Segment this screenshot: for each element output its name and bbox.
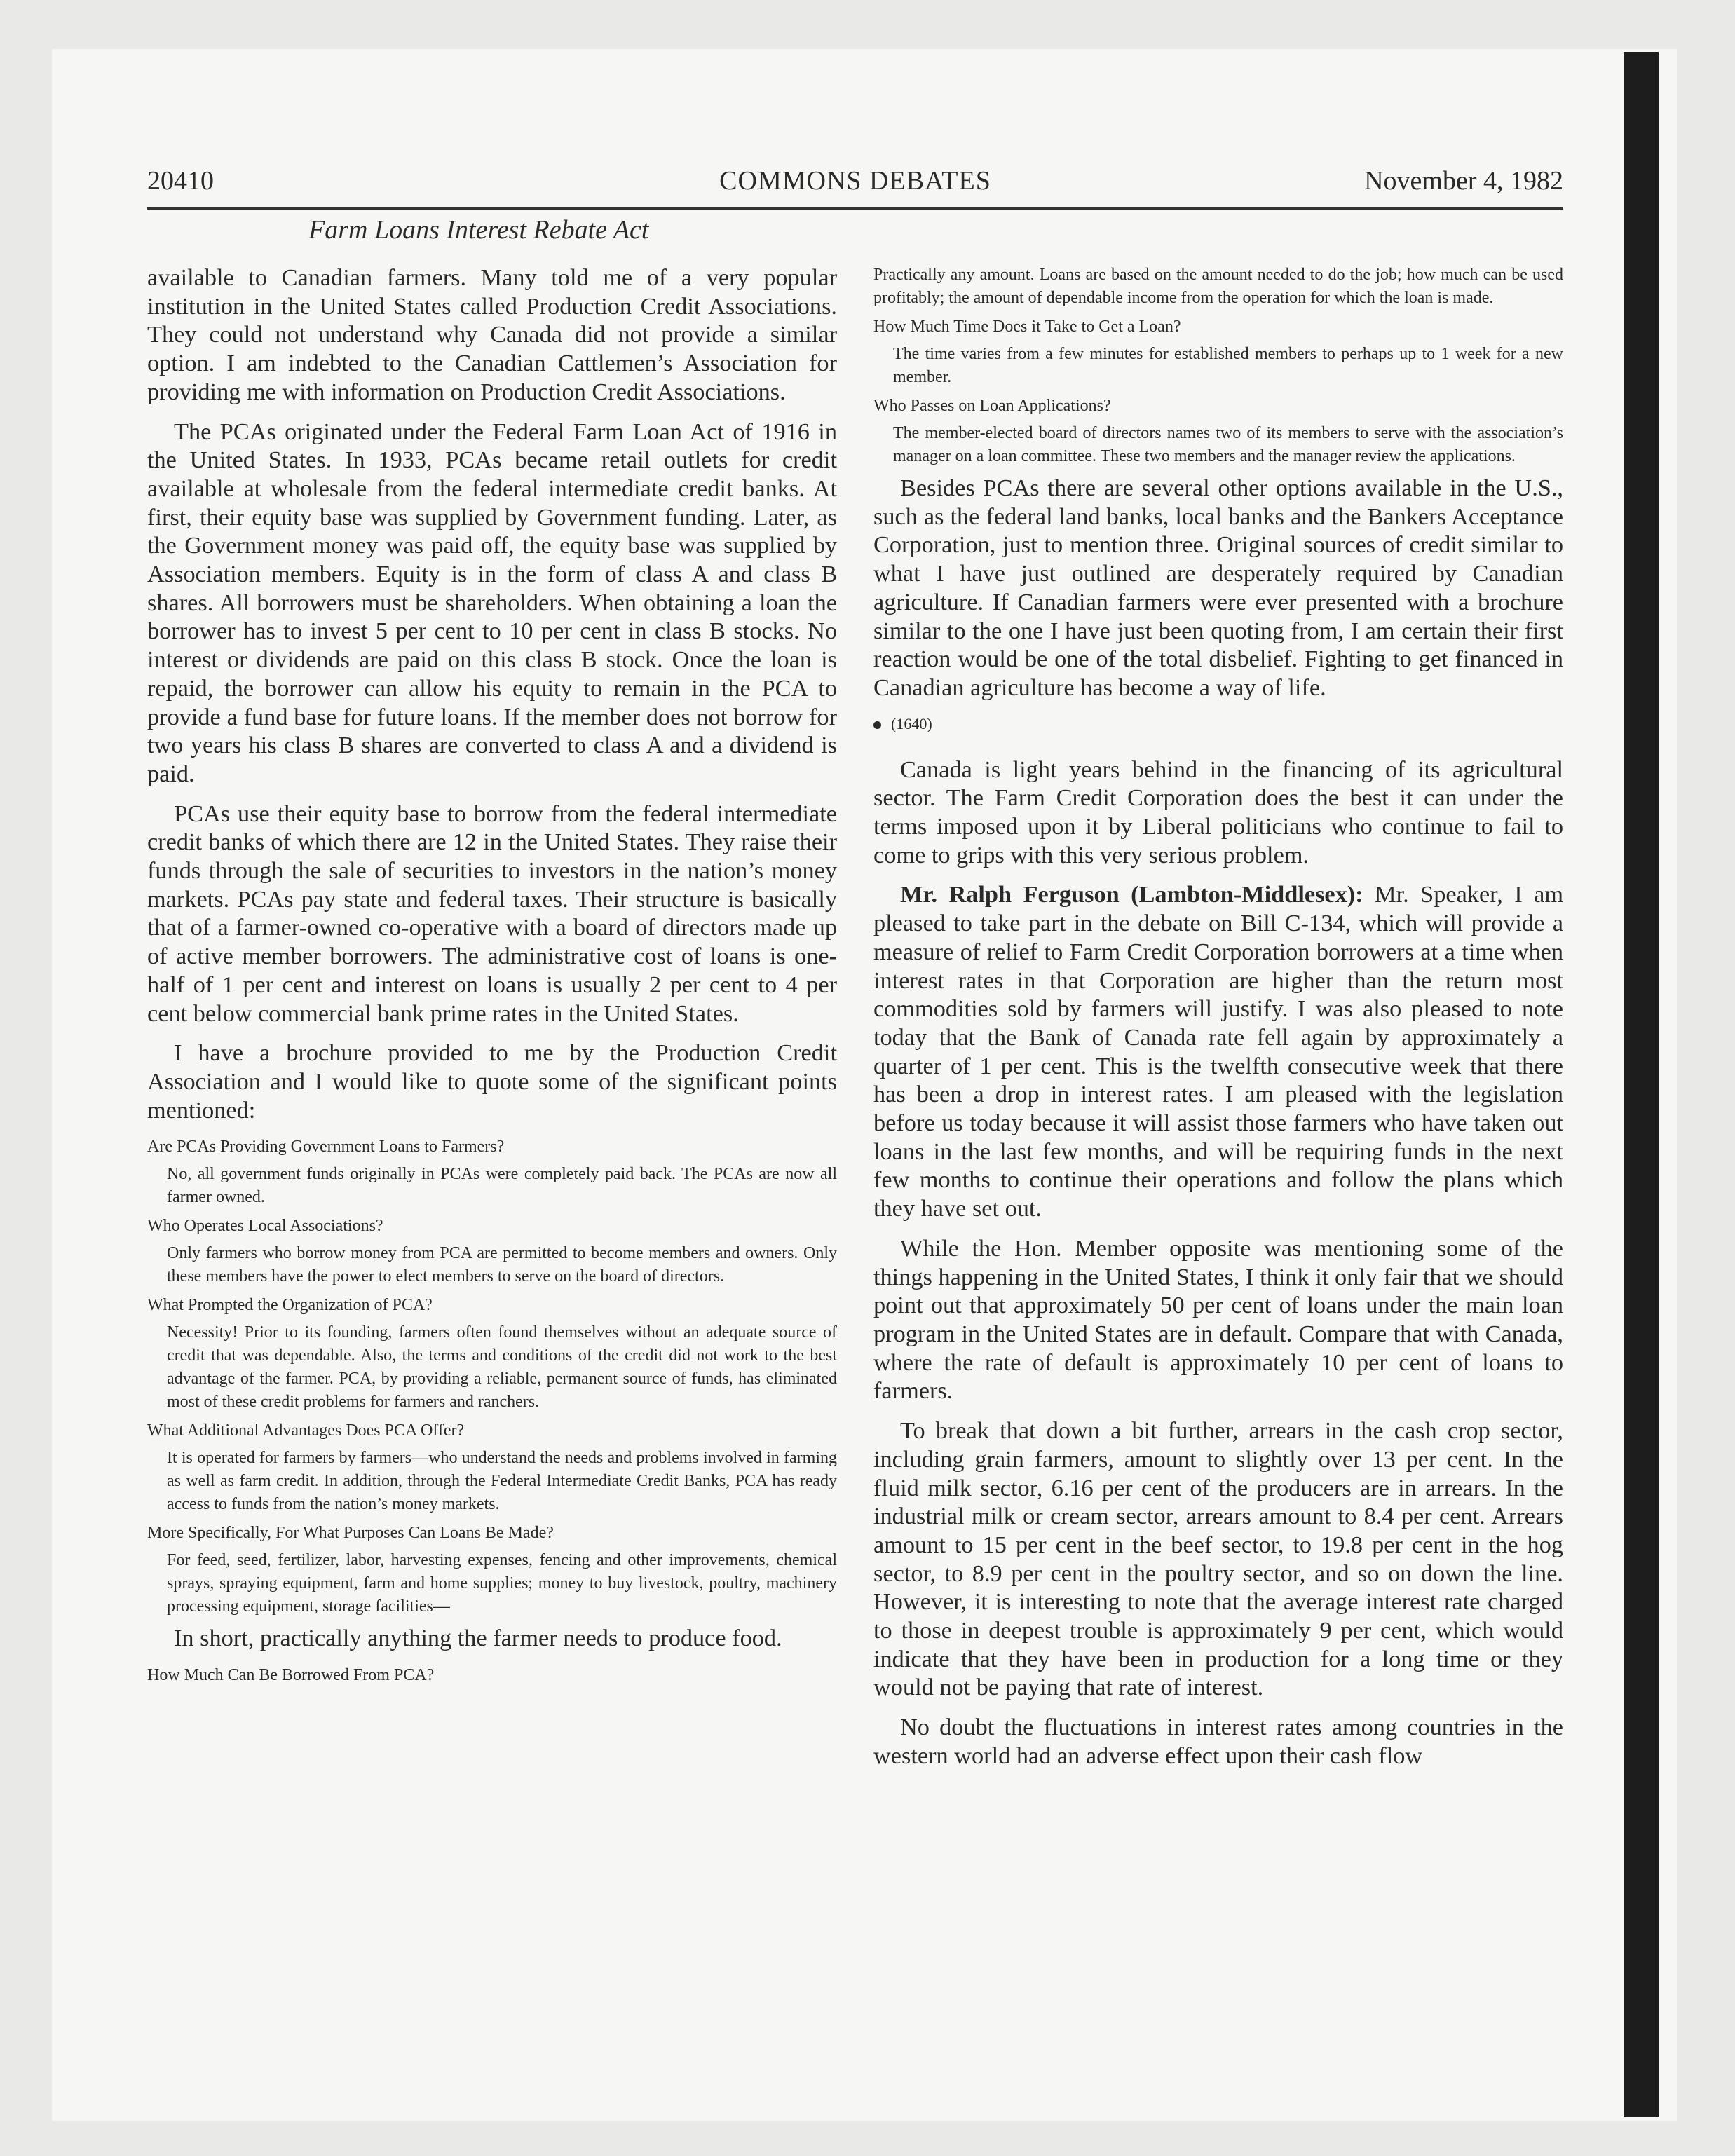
page-date: November 4, 1982: [1364, 166, 1563, 196]
paragraph: PCAs use their equity base to borrow from the federal intermediate credit banks of which there are 12 in the United States. They raise their funds through the sale of securities to investors in the nation’s money markets. PCAs pay state and federal taxes. Their structure is basically that of a farmer-owned co-operative with a board of directors made up of active member borrowers. The administrative cost of loans is one-half of 1 per cent and interest on loans is usually 2 per cent to 4 per cent below commercial bank prime rates in the United States.: [147, 800, 837, 1027]
brochure-question: What Prompted the Organization of PCA?: [147, 1296, 433, 1315]
brochure-answer: Only farmers who borrow money from PCA are permitted to become members and owners. Only these members have the power to elect members to serve on the board of directors.: [167, 1244, 837, 1286]
paragraph: While the Hon. Member opposite was mentioning some of the things happening in the United States, I think it only fair that we should point out that approximately 50 per cent of loans under the main loan program in the United States are in default. Compare that with Canada, where the rate of default is approximately 10 per cent of loans to farmers.: [873, 1234, 1563, 1405]
bullet-icon: [873, 721, 881, 729]
brochure-question: Are PCAs Providing Government Loans to Farmers?: [147, 1138, 505, 1157]
page-header: [147, 165, 1563, 210]
paragraph: available to Canadian farmers. Many told me of a very popular institution in the United States called Production Credit Associations. They could not understand why Canada did not provide a similar option. I am indebted to the Canadian Cattlemen’s Association for providing me with information on Production Credit Associations.: [147, 264, 837, 405]
paragraph: I have a brochure provided to me by the Production Credit Association and I would like to quote some of the significant points mentioned:: [147, 1039, 837, 1124]
paragraph: No doubt the fluctuations in interest rates among countries in the western world had an adverse effect upon their cash flow: [873, 1714, 1563, 1769]
right-column: [873, 264, 1563, 1782]
brochure-answer: It is operated for farmers by farmers—who understand the needs and problems involved in farming as well as farm credit. In addition, through the Federal Intermediate Credit Banks, PCA has ready access to funds from the nation’s money markets.: [167, 1449, 837, 1514]
time-marker-text: (1640): [891, 714, 932, 732]
time-marker: [873, 714, 1563, 735]
paragraph: Canada is light years behind in the financing of its agricultural sector. The Farm Credit Corporation does the best it can under the terms imposed upon it by Liberal politicians who continue to fail to come to grips with this very serious problem.: [873, 756, 1563, 868]
journal-title: COMMONS DEBATES: [719, 166, 991, 196]
brochure-question: More Specifically, For What Purposes Can Loans Be Made?: [147, 1524, 554, 1543]
brochure-answer: Necessity! Prior to its founding, farmers often found themselves without an adequate source of credit that was dependable. Also, the terms and conditions of the credit did not work to the best advantage of the farmer. PCA, by providing a reliable, permanent source of funds, has eliminated most of these credit problems for farmers and ranchers.: [167, 1323, 837, 1412]
brochure-question: How Much Time Does it Take to Get a Loan?: [873, 318, 1181, 336]
brochure-answer: For feed, seed, fertilizer, labor, harvesting expenses, fencing and other improvements, chemical sprays, spraying equipment, farm and home supplies; money to buy livestock, poultry, machinery processing equipment, storage facilities—: [167, 1551, 837, 1616]
paragraph: In short, practically anything the farmer needs to produce food.: [174, 1625, 782, 1652]
paragraph: Besides PCAs there are several other options available in the U.S., such as the federal land banks, local banks and the Bankers Acceptance Corporation, just to mention three. Original sources of credit similar to what I have just outlined are desperately required by Canadian agriculture. If Canadian farmers were ever presented with a brochure similar to the one I have just been quoting from, I am certain their first reaction would be one of the total disbelief. Fighting to get financed in Canadian agriculture has become a way of life.: [873, 475, 1563, 701]
brochure-answer: No, all government funds originally in PCAs were completely paid back. The PCAs are now all farmer owned.: [167, 1165, 837, 1207]
brochure-answer: Practically any amount. Loans are based on the amount needed to do the job; how much can be used profitably; the amount of dependable income from the operation for which the loan is made.: [873, 266, 1563, 307]
brochure-question: What Additional Advantages Does PCA Offer?: [147, 1421, 465, 1440]
page-number: 20410: [147, 166, 214, 196]
speaker-name: Mr. Ralph Ferguson (Lambton-Middlesex):: [900, 881, 1363, 908]
speech-text: Mr. Speaker, I am pleased to take part in the debate on Bill C-134, which will provide a measure of relief to Farm Credit Corporation borrowers at a time when interest rates in that Corporation are higher than the return most commodities sold by farmers will justify. I was also pleased to note today that the Bank of Canada rate fell again by approximately a quarter of 1 per cent. This is the twelfth consecutive week that there has been a drop in interest rates. I am pleased with the legislation before us today because it will assist those farmers who have taken out loans in the last few months, and will be requiring funds in the next few months to continue their operations and follow the plans which they have set out.: [873, 881, 1563, 1222]
paragraph: The PCAs originated under the Federal Farm Loan Act of 1916 in the United States. In 1933, PCAs became retail outlets for credit available at wholesale from the federal intermediate credit banks. At first, their equity base was supplied by Government funding. Later, as the Government money was paid off, the equity base was supplied by Association members. Equity is in the form of class A and class B shares. All borrowers must be shareholders. When obtaining a loan the borrower has to invest 5 per cent to 10 per cent in class B stocks. No interest or dividends are paid on this class B stock. Once the loan is repaid, the borrower can allow his equity to remain in the PCA to provide a fund base for future loans. If the member does not borrow for two years his class B shares are converted to class A and a dividend is paid.: [147, 418, 837, 787]
brochure-answer: The time varies from a few minutes for established members to perhaps up to 1 week for a new member.: [893, 345, 1563, 386]
brochure-question: Who Operates Local Associations?: [147, 1217, 383, 1236]
brochure-question: How Much Can Be Borrowed From PCA?: [147, 1666, 435, 1685]
brochure-answer: The member-elected board of directors names two of its members to serve with the association’s manager on a loan committee. These two members and the manager review the applications.: [893, 424, 1563, 465]
left-column: [147, 264, 837, 1691]
speech-paragraph: [873, 880, 1563, 1222]
paragraph: To break that down a bit further, arrears in the cash crop sector, including grain farmers, amount to slightly over 13 per cent. In the fluid milk sector, 6.16 per cent of the producers are in arrears. In the industrial milk or cream sector, arrears amount to 8.4 per cent. Arrears amount to 15 per cent in the beef sector, to 19.8 per cent in the hog sector, to 8.9 per cent in the poultry sector, and so on down the line. However, it is interesting to note that the average interest rate charged to those in deepest trouble is approximately 9 per cent, which would indicate that they have been in production for a long time or they would not be paying that rate of interest.: [873, 1417, 1563, 1701]
act-title: Farm Loans Interest Rebate Act: [308, 215, 649, 245]
scan-edge: [1624, 52, 1659, 2117]
brochure-question: Who Passes on Loan Applications?: [873, 397, 1111, 415]
